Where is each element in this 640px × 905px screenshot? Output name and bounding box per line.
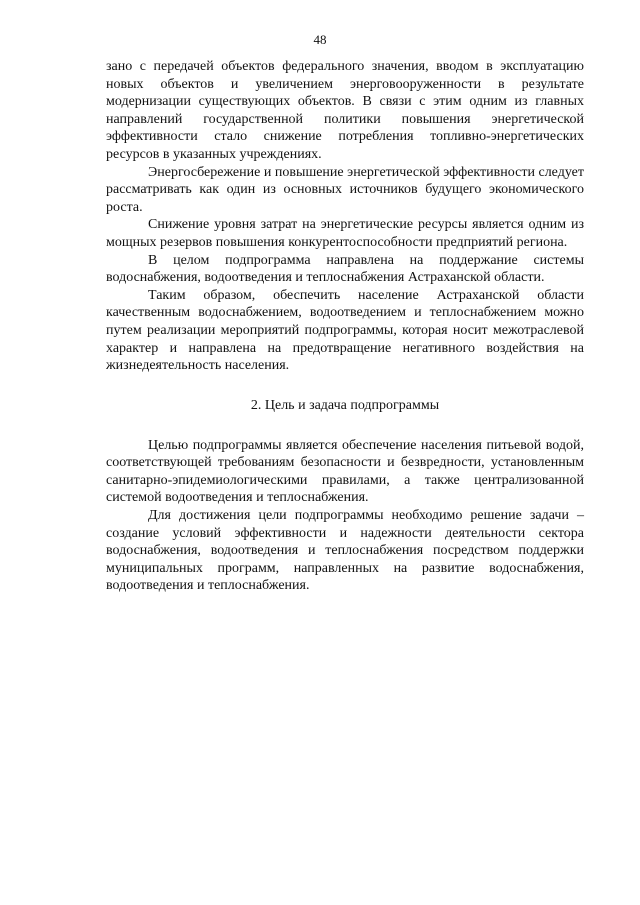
paragraph-goal: Целью подпрограммы является обеспечение населения питьевой водой, соответствующей требованиям безопасности и безвредности, установленным санитарно-эпидемиологическими правилами, а также централизованной системой водоотведения и теплоснабжения. [106,437,584,506]
paragraph-conclusion: Таким образом, обеспечить население Астраханской области качественным водоснабжением, водоотведением и теплоснабжением можно путем реализации мероприятий подпрограммы, которая носит межотраслевой характер и направлена на предотвращение негативного воздействия на жизнедеятельность населения. [106,287,584,374]
page-number: 48 [313,32,327,47]
paragraph-task: Для достижения цели подпрограммы необходимо решение задачи – создание условий эффективности и надежности деятельности сектора водоснабжения, водоотведения и теплоснабжения посредством поддержки муниципальных программ, направленных на развитие водоснабжения, водоотведения и теплоснабжения. [106,508,584,594]
paragraph-energy-saving: Энергосбережение и повышение энергетической эффективности следует рассматривать как один из основных источников будущего экономического роста. [106,164,584,215]
paragraph-cost-reduction: Снижение уровня затрат на энергетические ресурсы является одним из мощных резервов повышения конкурентоспособности предприятий региона. [106,217,584,250]
section-heading: 2. Цель и задача подпрограммы [250,397,440,413]
page-body [106,58,584,595]
paragraph-continuation: зано с передачей объектов федерального значения, вводом в эксплуатацию новых объектов и увеличением энерговооруженности в результате модернизации существующих объектов. В связи с этим одним из главных направлений государственной политики повышения энергетической эффективности стало снижение потребления топливно-энергетических ресурсов в указанных учреждениях. [106,59,584,162]
paragraph-subprogram-aim: В целом подпрограмма направлена на поддержание системы водоснабжения, водоотведения и теплоснабжения Астраханской области. [106,252,584,286]
